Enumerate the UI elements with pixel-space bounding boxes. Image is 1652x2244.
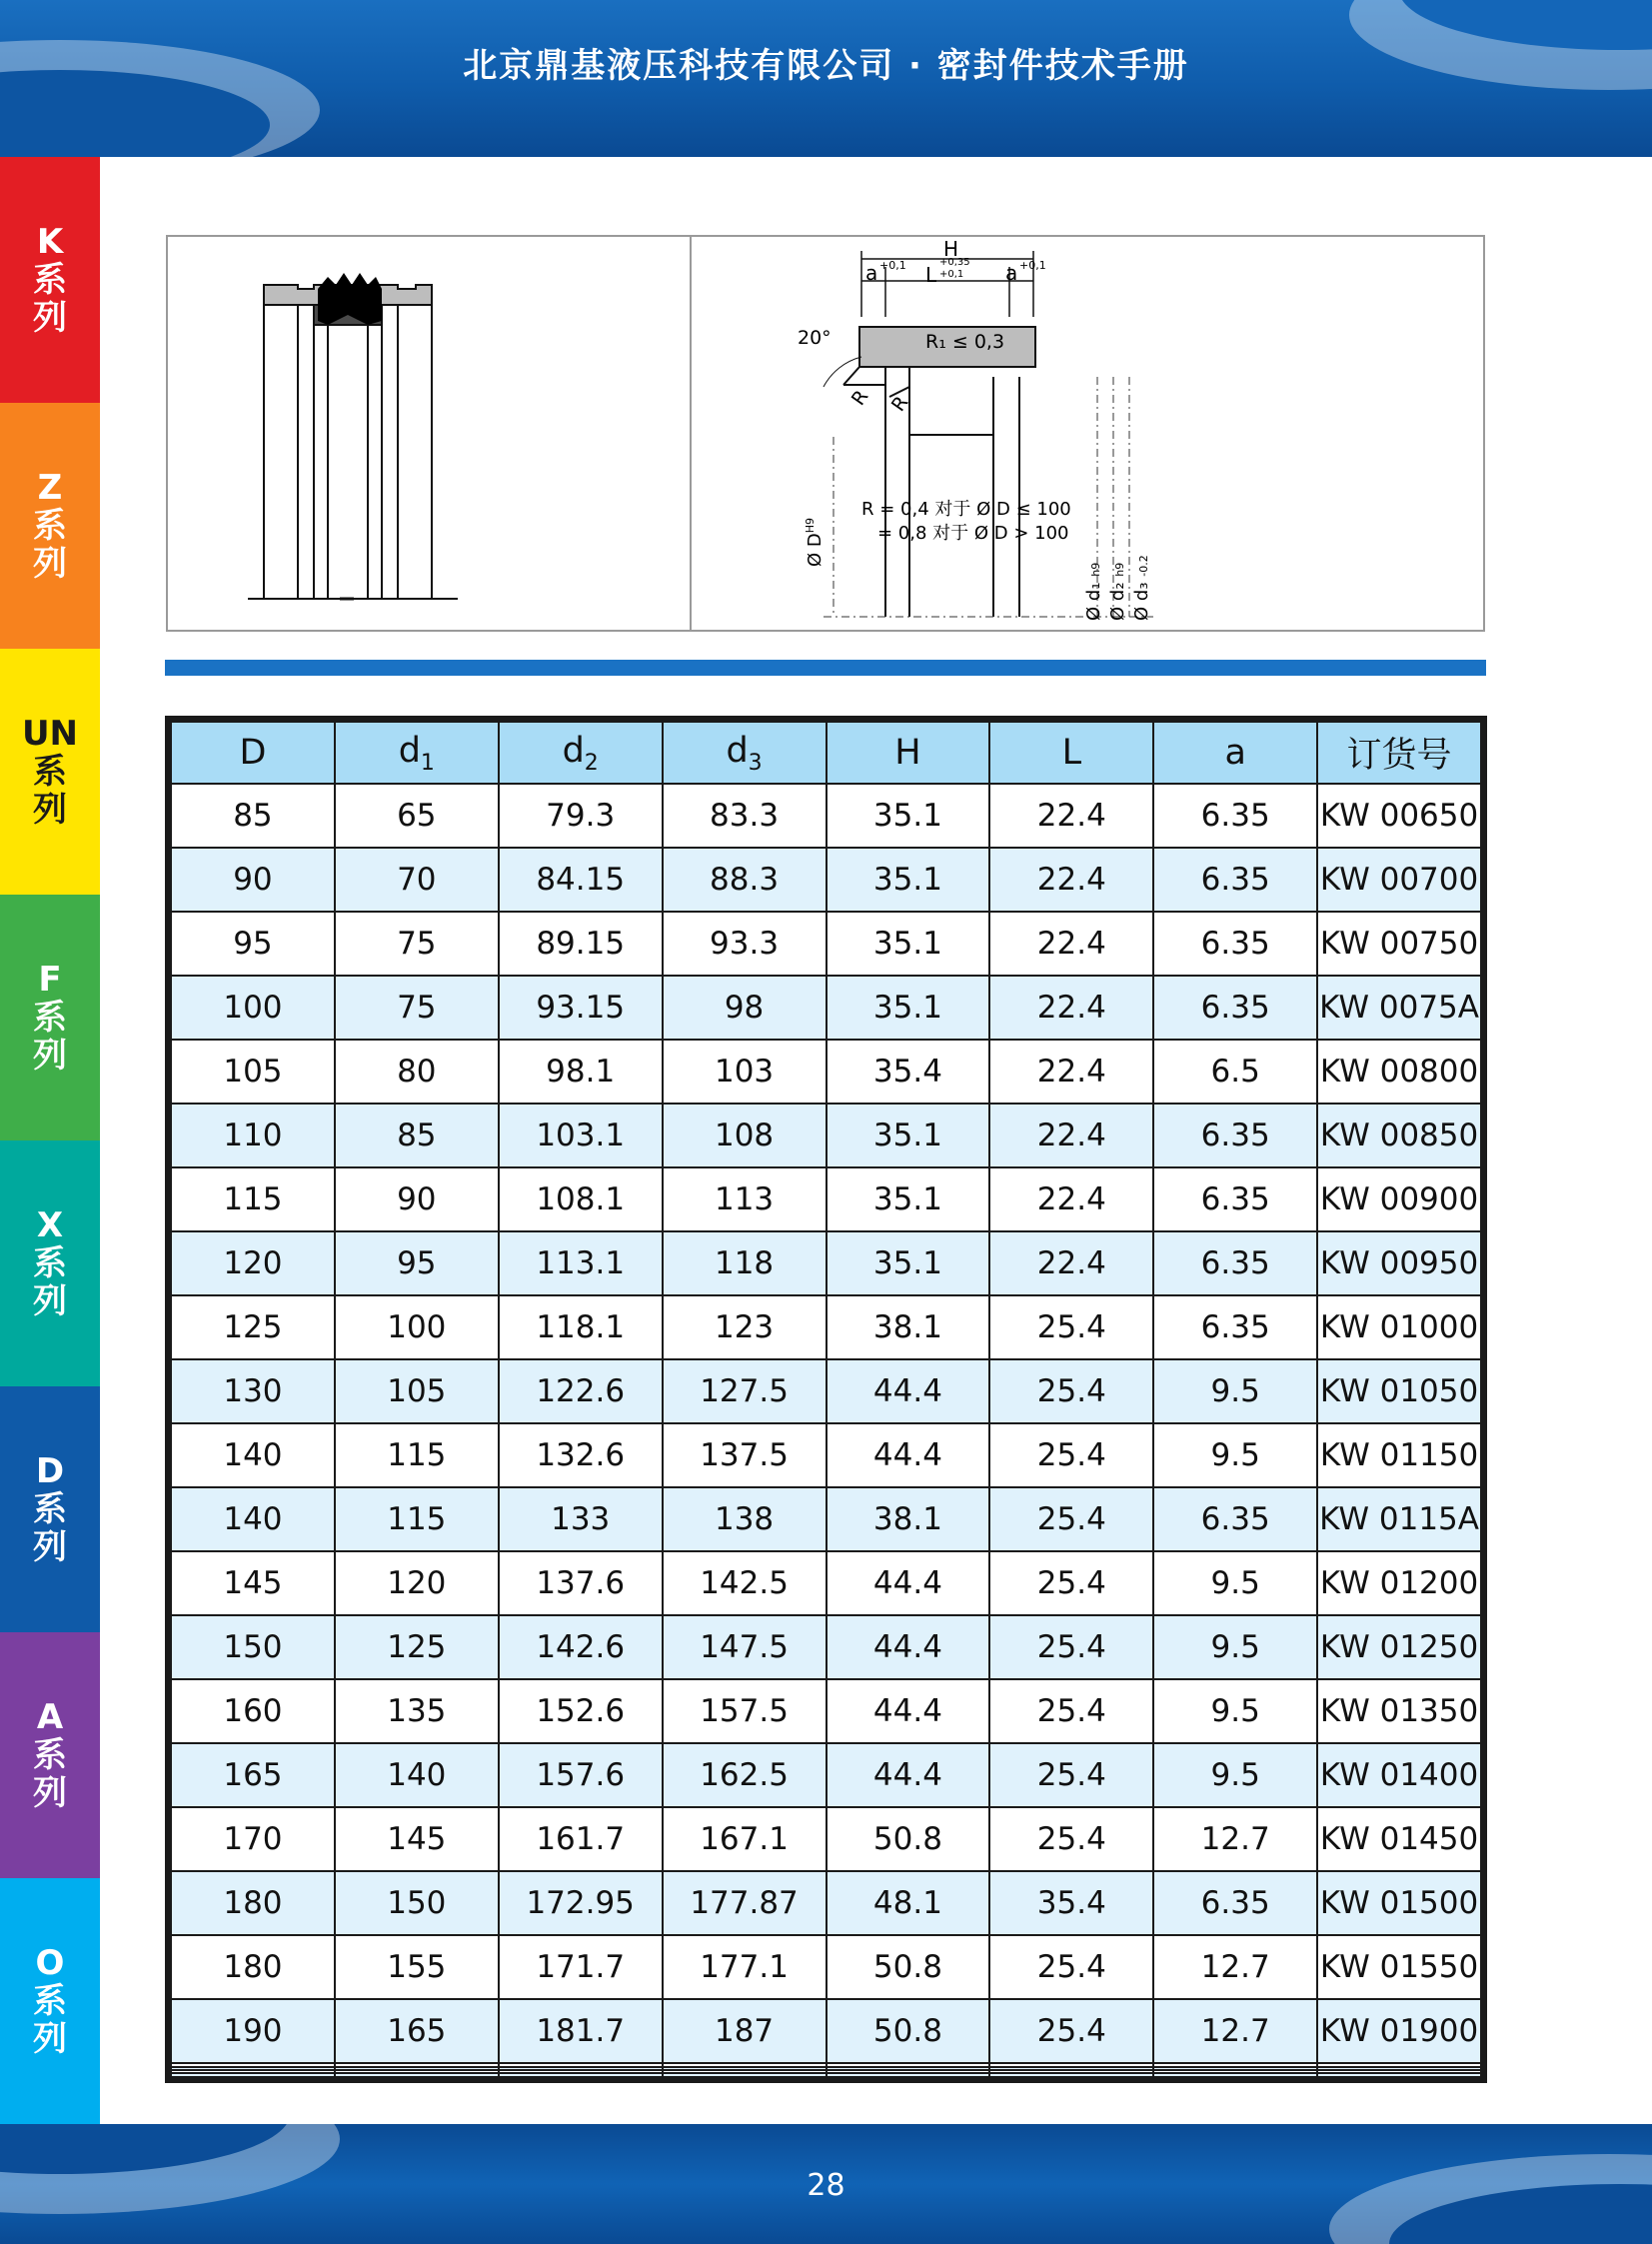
- table-cell: 98: [663, 976, 826, 1040]
- label-R-note-line1: R = 0,4 对于 Ø D ≤ 100: [861, 499, 1071, 520]
- label-R-right: R: [886, 392, 913, 416]
- table-cell: KW 00700: [1317, 848, 1481, 912]
- series-tab[interactable]: [0, 649, 100, 895]
- table-cell: 6.35: [1153, 912, 1317, 976]
- label-L: L: [925, 263, 937, 287]
- table-cell: 22.4: [989, 976, 1153, 1040]
- table-cell: 115: [335, 1423, 499, 1487]
- label-L-tol-upper: +0,35: [939, 257, 970, 268]
- table-cell: 6.35: [1153, 1231, 1317, 1295]
- table-cell: 35.1: [826, 784, 990, 848]
- series-tab-label: K 系 列: [33, 222, 67, 338]
- table-cell: 108.1: [499, 1167, 663, 1231]
- table-cell: 25.4: [989, 1935, 1153, 1999]
- table-cell: KW 01150: [1317, 1423, 1481, 1487]
- table-cell: 9.5: [1153, 1743, 1317, 1807]
- table-cell: 22.4: [989, 912, 1153, 976]
- table-cell: KW 01500: [1317, 1871, 1481, 1935]
- series-tab-label: Z 系 列: [33, 468, 67, 584]
- label-d2-group: [1107, 563, 1128, 621]
- table-cell: 162.5: [663, 1743, 826, 1807]
- table-cell: 180: [171, 1871, 335, 1935]
- table-cell: 9.5: [1153, 1423, 1317, 1487]
- series-tab[interactable]: [0, 1878, 100, 2124]
- label-H: H: [943, 237, 959, 261]
- table-cell: 90: [171, 848, 335, 912]
- table-cell: 122.6: [499, 1359, 663, 1423]
- table-cell: 6.35: [1153, 784, 1317, 848]
- column-header-subscript: 3: [748, 750, 763, 776]
- label-d2: Ø d₂: [1107, 582, 1128, 621]
- table-row: [171, 912, 1481, 976]
- table-cell: 75: [335, 976, 499, 1040]
- table-cell: 108: [663, 1104, 826, 1167]
- table-cell: 150: [171, 1615, 335, 1679]
- series-tab[interactable]: [0, 157, 100, 403]
- column-header: [335, 722, 499, 784]
- table-cell: 140: [335, 1743, 499, 1807]
- table-cell: 44.4: [826, 1423, 990, 1487]
- series-tab[interactable]: [0, 1632, 100, 1878]
- table-cell: 6.35: [1153, 1487, 1317, 1551]
- label-d1-tol: h9: [1089, 562, 1102, 577]
- table-cell: 155: [335, 1935, 499, 1999]
- table-cell: 44.4: [826, 1615, 990, 1679]
- series-sidebar: [0, 157, 100, 2124]
- column-header: [499, 722, 663, 784]
- table-cell: 161.7: [499, 1807, 663, 1871]
- table-header-row: [171, 722, 1481, 784]
- header-title: 北京鼎基液压科技有限公司 · 密封件技术手册: [463, 46, 1189, 86]
- table-cell: 177.1: [663, 1935, 826, 1999]
- table-cell: 6.35: [1153, 1871, 1317, 1935]
- table-cell: KW 00900: [1317, 1167, 1481, 1231]
- table-cell: 70: [335, 848, 499, 912]
- label-d2-tol: h9: [1113, 562, 1126, 577]
- table-cell: 95: [171, 912, 335, 976]
- series-tab-label: O 系 列: [33, 1943, 67, 2059]
- table-cell: 35.1: [826, 1104, 990, 1167]
- table-cell: 118.1: [499, 1295, 663, 1359]
- table-cell: 172.95: [499, 1871, 663, 1935]
- table-cell: 22.4: [989, 1040, 1153, 1104]
- table-cell: 98.1: [499, 1040, 663, 1104]
- table-cell: 35.4: [989, 1871, 1153, 1935]
- table-cell: 120: [171, 1231, 335, 1295]
- series-tab-label: UN 系 列: [21, 714, 79, 830]
- table-row: [171, 784, 1481, 848]
- table-cell: 25.4: [989, 1615, 1153, 1679]
- table-cell: KW 01400: [1317, 1743, 1481, 1807]
- drawing-labels: [694, 237, 1483, 630]
- table-cell: 22.4: [989, 1104, 1153, 1167]
- table-cell: KW 01250: [1317, 1615, 1481, 1679]
- dimension-table: [165, 716, 1487, 2083]
- table-row: [171, 1487, 1481, 1551]
- table-cell: 180: [171, 1935, 335, 1999]
- table-cell: 88.3: [663, 848, 826, 912]
- column-header-text: H: [894, 733, 921, 773]
- table-cell: 25.4: [989, 1359, 1153, 1423]
- table-cell: 83.3: [663, 784, 826, 848]
- table-cell: 35.1: [826, 1231, 990, 1295]
- table-row: [171, 1871, 1481, 1935]
- table-cell: 22.4: [989, 1167, 1153, 1231]
- table-cell: 85: [335, 1104, 499, 1167]
- table-row: [171, 976, 1481, 1040]
- table-cell: KW 01000: [1317, 1295, 1481, 1359]
- label-a-left: a: [865, 261, 878, 285]
- table-cell: 93.3: [663, 912, 826, 976]
- table-cell: 152.6: [499, 1679, 663, 1743]
- label-d3-tol: -0.2: [1137, 555, 1150, 577]
- column-header: [171, 722, 335, 784]
- table-cell: 50.8: [826, 1935, 990, 1999]
- table-cell: 22.4: [989, 784, 1153, 848]
- column-header: [989, 722, 1153, 784]
- table-cell: 115: [335, 1487, 499, 1551]
- column-header: [1153, 722, 1317, 784]
- table-cell: 137.6: [499, 1551, 663, 1615]
- table-cell: 25.4: [989, 1551, 1153, 1615]
- label-R-left: R: [846, 386, 873, 410]
- table-cell: KW 00800: [1317, 1040, 1481, 1104]
- table-cell: 142.5: [663, 1551, 826, 1615]
- table-row: [171, 2073, 1481, 2077]
- table-cell: KW 01550: [1317, 1935, 1481, 1999]
- table-cell: KW 01900: [1317, 1999, 1481, 2063]
- page-number: 28: [807, 2168, 845, 2203]
- series-tab-label: X 系 列: [33, 1205, 67, 1321]
- table-cell: 103: [663, 1040, 826, 1104]
- label-R-note-line2: = 0,8 对于 Ø D > 100: [877, 523, 1069, 544]
- table-cell: 133: [499, 1487, 663, 1551]
- table-row: [171, 1679, 1481, 1743]
- table-cell: 9.5: [1153, 1679, 1317, 1743]
- seal-drawing-panel: [166, 235, 1485, 632]
- table-cell: KW 00650: [1317, 784, 1481, 848]
- table-cell: 140: [171, 1423, 335, 1487]
- column-header-text: 订货号: [1346, 736, 1452, 776]
- series-tab[interactable]: [0, 1140, 100, 1386]
- table-cell: 9.5: [1153, 1359, 1317, 1423]
- table-row: [171, 1295, 1481, 1359]
- table-cell: 25.4: [989, 1487, 1153, 1551]
- label-d3: Ø d₃: [1131, 582, 1152, 621]
- table-cell: 9.5: [1153, 1551, 1317, 1615]
- label-d1: Ø d₁: [1083, 582, 1104, 621]
- table-cell: 89.15: [499, 912, 663, 976]
- table-cell: 48.1: [826, 1871, 990, 1935]
- table-cell: 6.35: [1153, 1295, 1317, 1359]
- table-cell: KW 01350: [1317, 1679, 1481, 1743]
- table-cell: [826, 2073, 990, 2077]
- table-cell: [663, 2073, 826, 2077]
- table-cell: 142.6: [499, 1615, 663, 1679]
- table-cell: 190: [171, 1999, 335, 2063]
- series-tab[interactable]: [0, 403, 100, 649]
- table-row: [171, 1999, 1481, 2063]
- table-row: [171, 1807, 1481, 1871]
- table-cell: [335, 2073, 499, 2077]
- page-footer: [0, 2124, 1652, 2244]
- table-cell: 160: [171, 1679, 335, 1743]
- table-row: [171, 848, 1481, 912]
- table-cell: 25.4: [989, 1423, 1153, 1487]
- table-cell: 125: [335, 1615, 499, 1679]
- table-row: [171, 1935, 1481, 1999]
- table-cell: 35.1: [826, 912, 990, 976]
- table-cell: 6.35: [1153, 1167, 1317, 1231]
- table-cell: KW 00750: [1317, 912, 1481, 976]
- table-cell: 170: [171, 1807, 335, 1871]
- table-cell: KW 01450: [1317, 1807, 1481, 1871]
- table-cell: 12.7: [1153, 1807, 1317, 1871]
- table-cell: 25.4: [989, 1295, 1153, 1359]
- column-header-text: L: [1061, 733, 1082, 773]
- label-d1-group: [1083, 563, 1104, 621]
- table-cell: 22.4: [989, 1231, 1153, 1295]
- series-tab-label: D 系 列: [33, 1451, 67, 1567]
- label-R1-note: R₁ ≤ 0,3: [925, 331, 1005, 353]
- table-cell: 38.1: [826, 1295, 990, 1359]
- column-header-subscript: 2: [584, 750, 599, 776]
- table-cell: 145: [335, 1807, 499, 1871]
- series-tab[interactable]: [0, 1386, 100, 1632]
- table-cell: [1317, 2073, 1481, 2077]
- table-cell: 113.1: [499, 1231, 663, 1295]
- table-cell: 127.5: [663, 1359, 826, 1423]
- figure-divider: [690, 237, 692, 630]
- label-D-group: [804, 518, 826, 567]
- table-cell: 171.7: [499, 1935, 663, 1999]
- column-header: [826, 722, 990, 784]
- page-header: [0, 0, 1652, 157]
- table-row: [171, 1359, 1481, 1423]
- table-cell: 147.5: [663, 1615, 826, 1679]
- table-cell: 44.4: [826, 1359, 990, 1423]
- table-cell: 44.4: [826, 1551, 990, 1615]
- table-cell: 177.87: [663, 1871, 826, 1935]
- table-cell: 100: [335, 1295, 499, 1359]
- table-cell: 123: [663, 1295, 826, 1359]
- table-cell: KW 01200: [1317, 1551, 1481, 1615]
- table-cell: 85: [171, 784, 335, 848]
- table-cell: 105: [335, 1359, 499, 1423]
- table-cell: 35.1: [826, 1167, 990, 1231]
- label-angle: 20°: [798, 327, 831, 349]
- section-divider: [165, 660, 1486, 676]
- table-cell: 75: [335, 912, 499, 976]
- label-a-right-tol: +0,1: [1019, 259, 1046, 272]
- table-cell: 120: [335, 1551, 499, 1615]
- table-cell: 138: [663, 1487, 826, 1551]
- table-row: [171, 1167, 1481, 1231]
- label-a-left-tol: +0,1: [879, 259, 906, 272]
- table-row: [171, 1551, 1481, 1615]
- table-cell: [499, 2073, 663, 2077]
- table-cell: 113: [663, 1167, 826, 1231]
- table-cell: 22.4: [989, 848, 1153, 912]
- table-cell: 103.1: [499, 1104, 663, 1167]
- table-cell: 135: [335, 1679, 499, 1743]
- column-header: [1317, 722, 1481, 784]
- table-cell: 110: [171, 1104, 335, 1167]
- table-cell: 80: [335, 1040, 499, 1104]
- table-cell: KW 0115A: [1317, 1487, 1481, 1551]
- table-cell: 125: [171, 1295, 335, 1359]
- table-cell: 35.1: [826, 976, 990, 1040]
- table-cell: 84.15: [499, 848, 663, 912]
- table-row: [171, 1423, 1481, 1487]
- series-tab[interactable]: [0, 895, 100, 1140]
- table-cell: 150: [335, 1871, 499, 1935]
- table-cell: KW 0075A: [1317, 976, 1481, 1040]
- table-cell: 35.4: [826, 1040, 990, 1104]
- table-cell: 65: [335, 784, 499, 848]
- table-cell: 105: [171, 1040, 335, 1104]
- label-D-tol: H9: [804, 517, 817, 534]
- table-cell: 115: [171, 1167, 335, 1231]
- table-cell: 44.4: [826, 1679, 990, 1743]
- table-cell: KW 00850: [1317, 1104, 1481, 1167]
- table-row: [171, 1040, 1481, 1104]
- table-row: [171, 1104, 1481, 1167]
- table-cell: 95: [335, 1231, 499, 1295]
- table-cell: 167.1: [663, 1807, 826, 1871]
- series-tab-label: A 系 列: [33, 1697, 67, 1813]
- column-header-text: d: [398, 730, 421, 771]
- column-header: [663, 722, 826, 784]
- table-row: [171, 1231, 1481, 1295]
- table-cell: 157.6: [499, 1743, 663, 1807]
- table-row: [171, 1615, 1481, 1679]
- table-cell: 137.5: [663, 1423, 826, 1487]
- table-cell: 181.7: [499, 1999, 663, 2063]
- table-cell: 93.15: [499, 976, 663, 1040]
- series-tab-label: F 系 列: [33, 960, 67, 1076]
- table-cell: 157.5: [663, 1679, 826, 1743]
- table-cell: 145: [171, 1551, 335, 1615]
- table-cell: 132.6: [499, 1423, 663, 1487]
- label-a-right: a: [1005, 261, 1018, 285]
- table-cell: 6.35: [1153, 1104, 1317, 1167]
- table-cell: [1153, 2073, 1317, 2077]
- table-cell: [171, 2073, 335, 2077]
- table-cell: 140: [171, 1487, 335, 1551]
- table-cell: 9.5: [1153, 1615, 1317, 1679]
- table-cell: 79.3: [499, 784, 663, 848]
- table-cell: KW 00950: [1317, 1231, 1481, 1295]
- table-cell: 165: [171, 1743, 335, 1807]
- column-header-text: d: [726, 730, 749, 771]
- table-cell: 6.5: [1153, 1040, 1317, 1104]
- table-cell: 35.1: [826, 848, 990, 912]
- label-D: Ø D: [805, 533, 826, 567]
- label-d3-group: [1131, 555, 1152, 621]
- table-cell: 25.4: [989, 1743, 1153, 1807]
- column-header-text: D: [239, 733, 267, 773]
- table-cell: 90: [335, 1167, 499, 1231]
- table-cell: 187: [663, 1999, 826, 2063]
- table-cell: 165: [335, 1999, 499, 2063]
- table-cell: 12.7: [1153, 1935, 1317, 1999]
- table-cell: 25.4: [989, 1807, 1153, 1871]
- table-row: [171, 1743, 1481, 1807]
- table-cell: 38.1: [826, 1487, 990, 1551]
- table-cell: 118: [663, 1231, 826, 1295]
- seal-cross-section-drawing: [168, 237, 688, 630]
- table-cell: [989, 2073, 1153, 2077]
- table-cell: 100: [171, 976, 335, 1040]
- column-header-subscript: 1: [420, 750, 435, 776]
- table-cell: 130: [171, 1359, 335, 1423]
- table-cell: 44.4: [826, 1743, 990, 1807]
- column-header-text: d: [562, 730, 585, 771]
- table-cell: 25.4: [989, 1999, 1153, 2063]
- table-cell: 25.4: [989, 1679, 1153, 1743]
- table-cell: 50.8: [826, 1999, 990, 2063]
- table-cell: 6.35: [1153, 848, 1317, 912]
- column-header-text: a: [1224, 733, 1246, 773]
- table-cell: 12.7: [1153, 1999, 1317, 2063]
- table-cell: KW 01050: [1317, 1359, 1481, 1423]
- table-cell: 50.8: [826, 1807, 990, 1871]
- label-L-tol-lower: +0,1: [939, 269, 964, 280]
- table-cell: 6.35: [1153, 976, 1317, 1040]
